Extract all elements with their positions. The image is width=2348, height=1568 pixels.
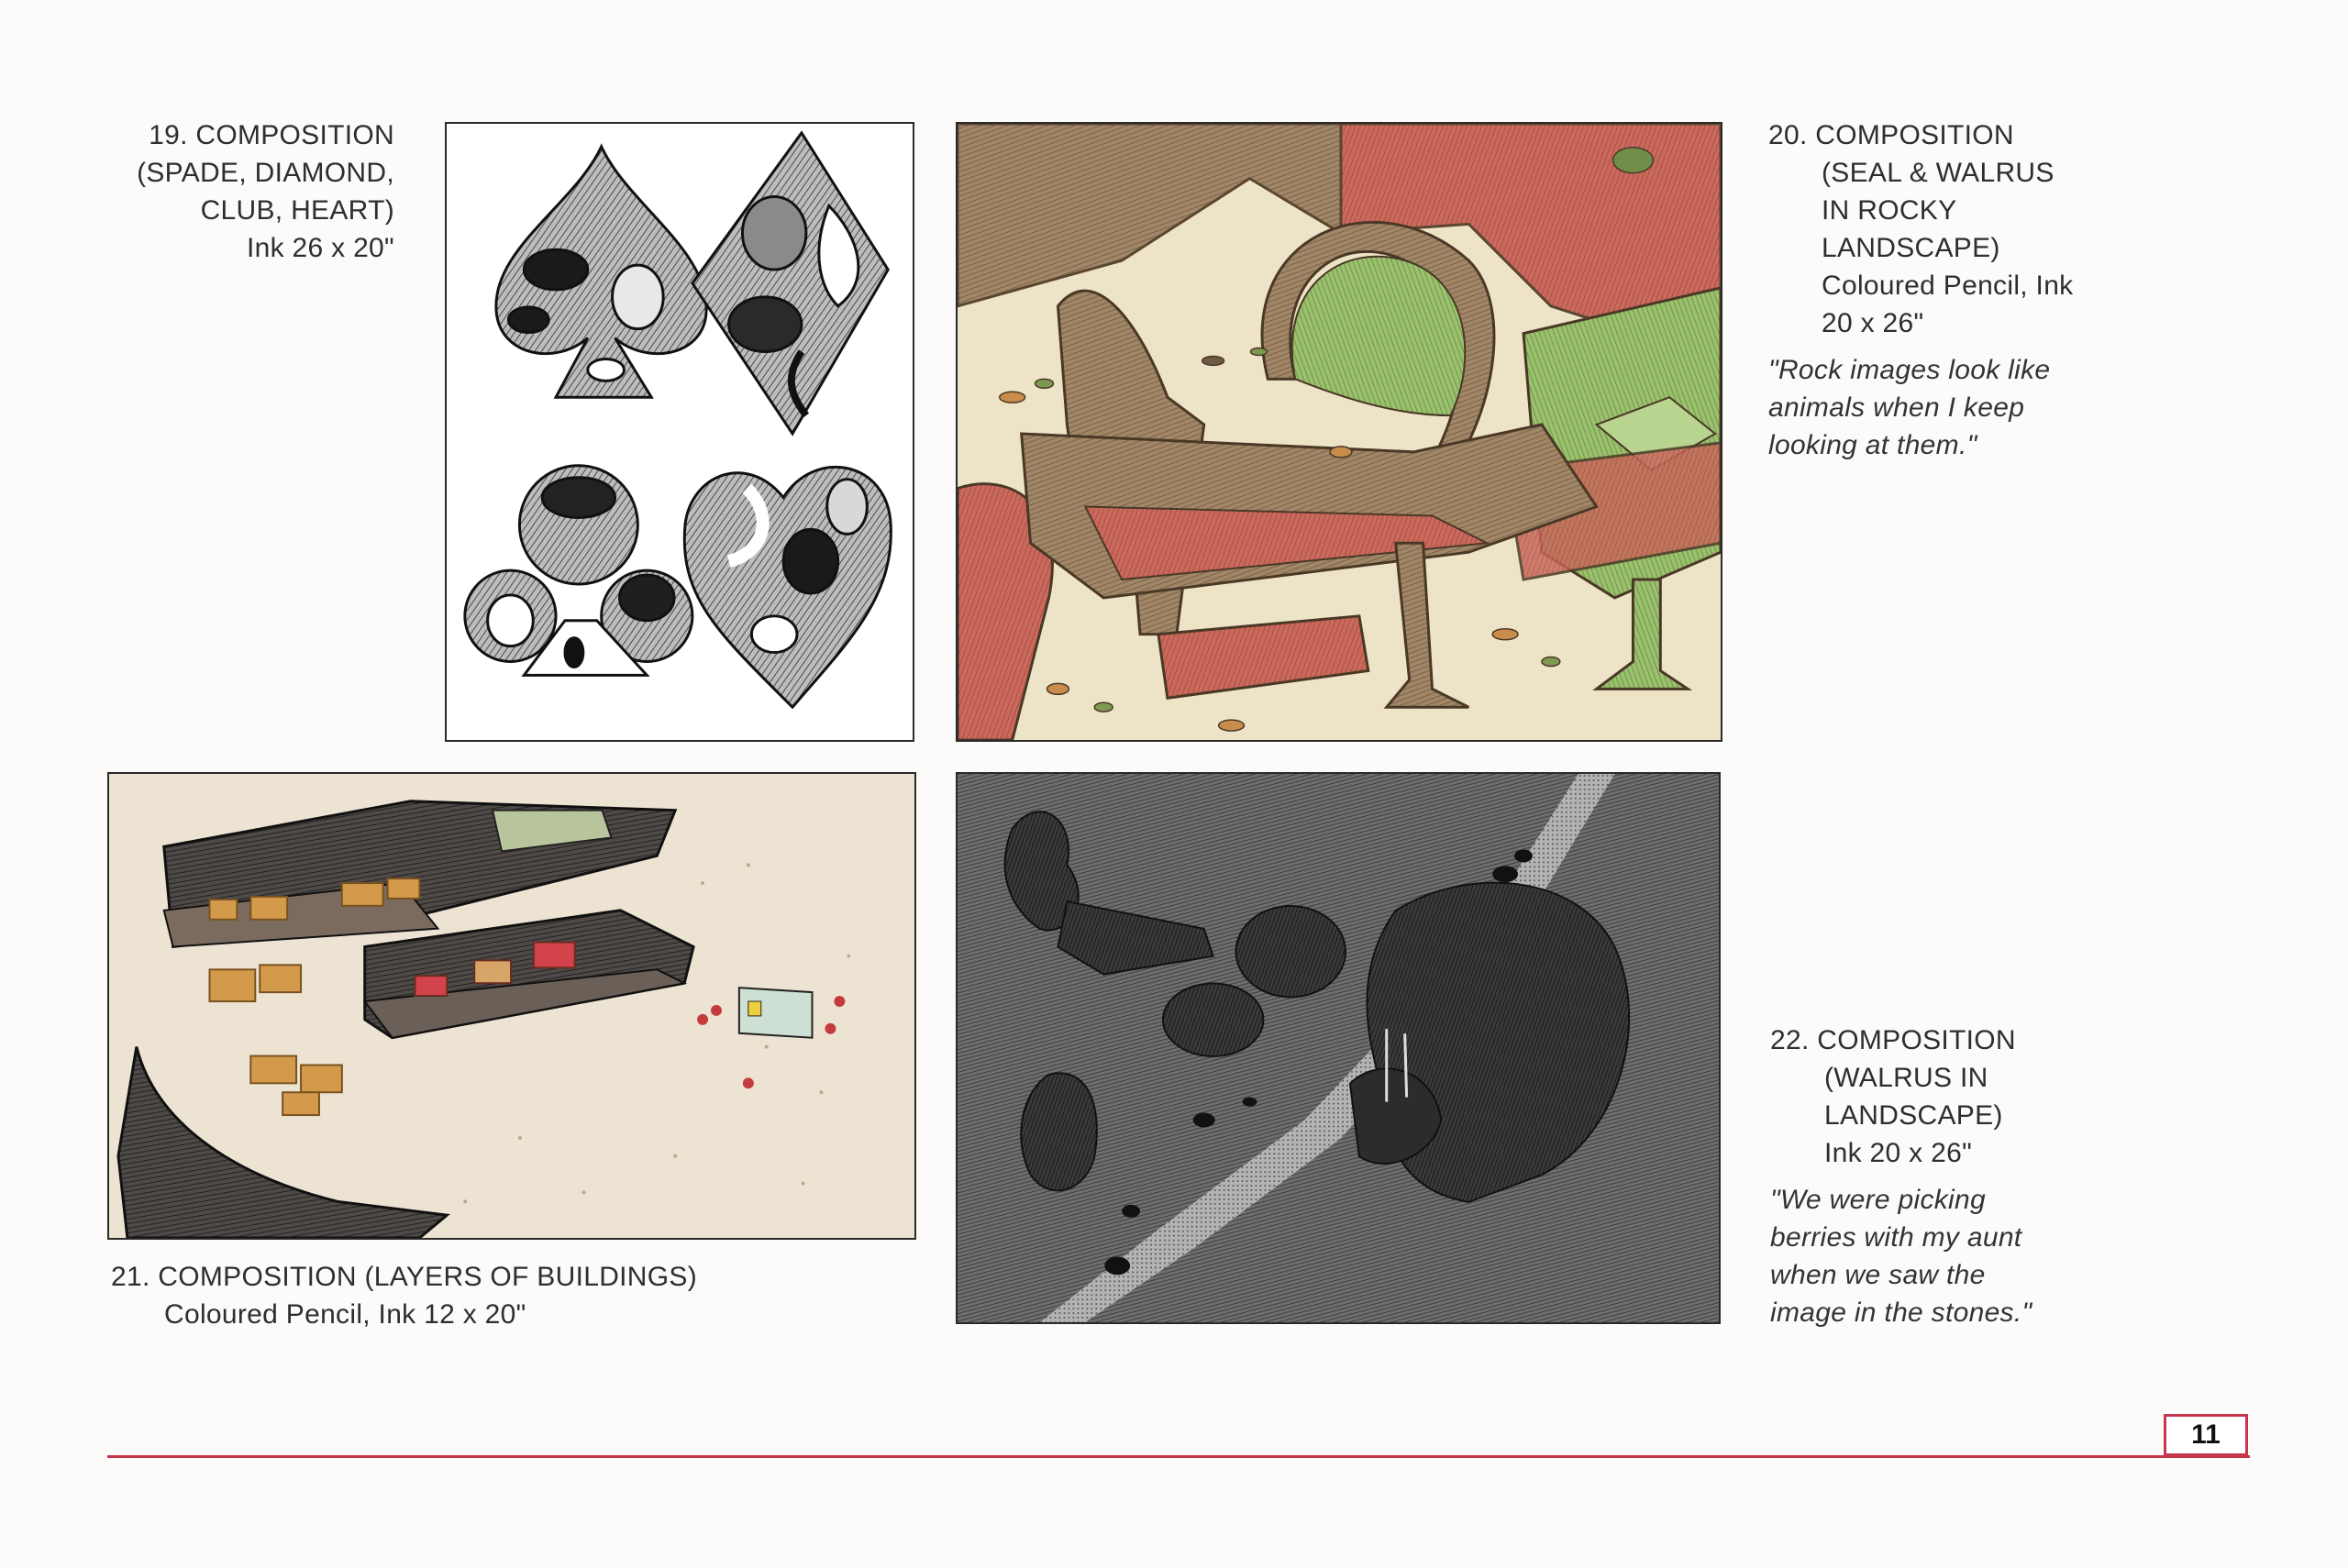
quote-line: looking at them." — [1768, 430, 1977, 460]
caption-22 — [1770, 1021, 2155, 1331]
footer-rule — [107, 1455, 2250, 1458]
caption-20-line: Coloured Pencil, Ink — [1822, 271, 2074, 301]
caption-19-line: (SPADE, DIAMOND, — [137, 158, 394, 188]
quote-line: when we saw the — [1770, 1260, 1986, 1290]
caption-22-quote — [1770, 1181, 2155, 1331]
caption-20-title: 20. COMPOSITION — [1768, 120, 2014, 150]
caption-20-quote — [1768, 351, 2154, 464]
caption-19-title: 19. COMPOSITION — [149, 120, 394, 150]
diamond-shape — [692, 133, 888, 434]
artwork-21-layers-of-buildings — [107, 772, 916, 1240]
quote-line: "We were picking — [1770, 1185, 1986, 1215]
caption-21-line: Coloured Pencil, Ink 12 x 20" — [164, 1299, 526, 1330]
caption-22-line: Ink 20 x 26" — [1824, 1138, 1973, 1168]
quote-line: "Rock images look like — [1768, 355, 2051, 385]
caption-21 — [111, 1258, 900, 1333]
caption-20-line: 20 x 26" — [1822, 308, 1924, 338]
spade-shape — [496, 147, 706, 397]
artwork-19-card-suits — [445, 122, 914, 742]
caption-21-title: 21. COMPOSITION (LAYERS OF BUILDINGS) — [111, 1262, 697, 1292]
caption-22-title: 22. COMPOSITION — [1770, 1025, 2016, 1055]
caption-19 — [92, 116, 394, 267]
caption-19-line: CLUB, HEART) — [200, 195, 394, 226]
page-number: 11 — [2164, 1414, 2248, 1456]
quote-line: image in the stones." — [1770, 1297, 2032, 1328]
quote-line: animals when I keep — [1768, 392, 2025, 423]
caption-20-line: (SEAL & WALRUS — [1822, 158, 2054, 188]
artwork-20-rocky-landscape — [956, 122, 1722, 742]
caption-22-line: LANDSCAPE) — [1824, 1100, 2003, 1131]
caption-20 — [1768, 116, 2154, 464]
caption-22-line: (WALRUS IN — [1824, 1063, 1988, 1093]
caption-20-line: LANDSCAPE) — [1822, 233, 2000, 263]
heart-shape — [684, 467, 891, 707]
artwork-22-walrus-landscape — [956, 772, 1721, 1324]
club-shape — [465, 466, 692, 676]
caption-19-line: Ink 26 x 20" — [246, 233, 394, 263]
quote-line: berries with my aunt — [1770, 1222, 2022, 1253]
caption-20-line: IN ROCKY — [1822, 195, 1957, 226]
